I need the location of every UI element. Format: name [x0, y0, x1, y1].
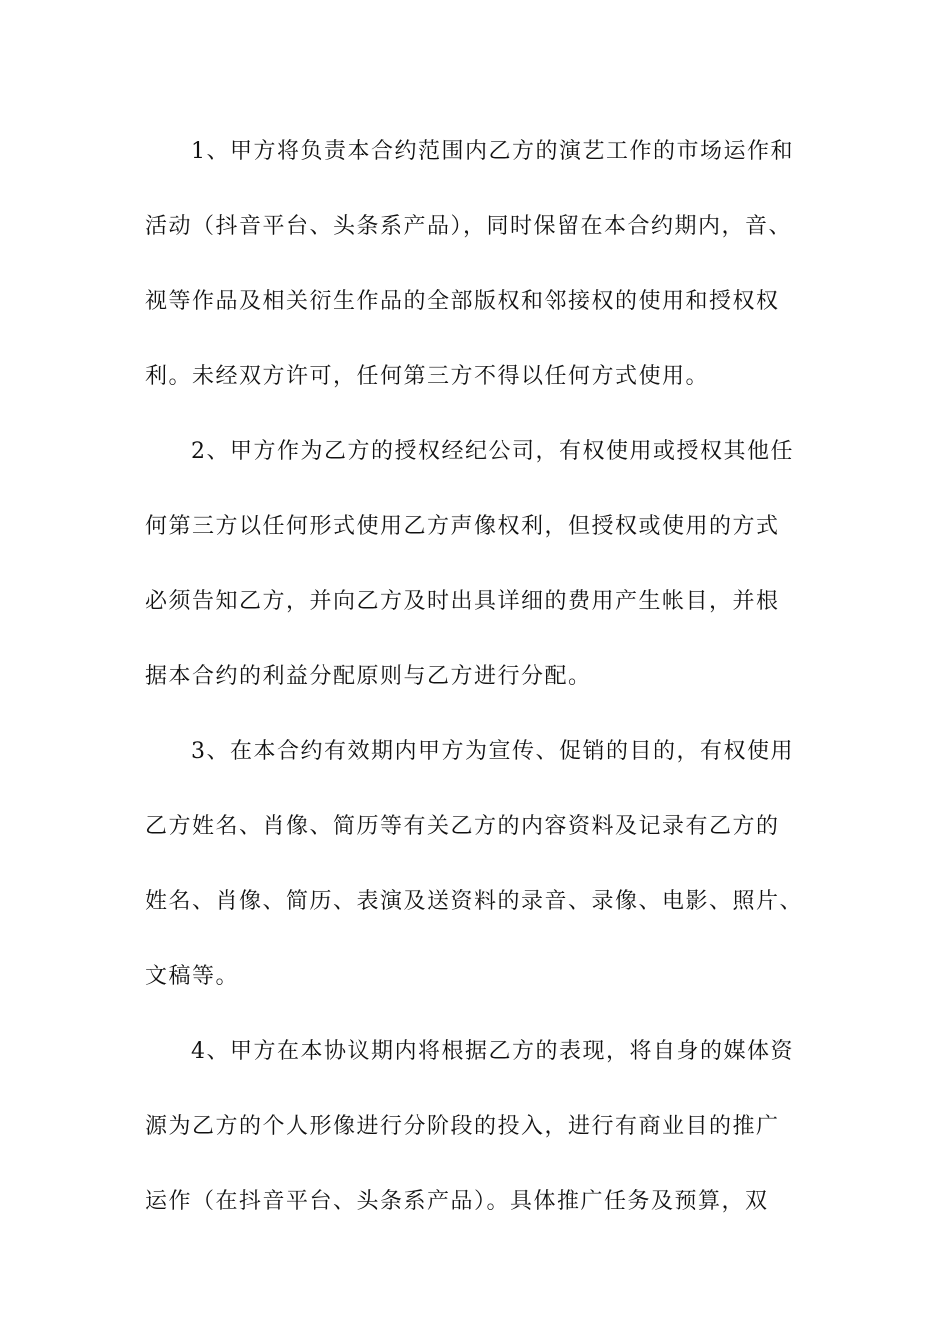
- paragraph-3: [145, 724, 807, 1024]
- paragraph-2: [145, 424, 807, 724]
- paragraph-line: 文稿等。: [145, 964, 240, 989]
- paragraph-line: 1、甲方将负责本合约范围内乙方的演艺工作的市场运作和: [191, 139, 794, 164]
- paragraph-line: 视等作品及相关衍生作品的全部版权和邻接权的使用和授权权: [145, 289, 780, 314]
- paragraph-line: 乙方姓名、肖像、简历等有关乙方的内容资料及记录有乙方的: [145, 814, 780, 839]
- paragraph-line: 源为乙方的个人形像进行分阶段的投入，进行有商业目的推广: [145, 1114, 780, 1139]
- paragraph-line: 姓名、肖像、简历、表演及送资料的录音、录像、电影、照片、: [145, 889, 804, 914]
- paragraph-1: [145, 124, 807, 424]
- paragraph-line: 2、甲方作为乙方的授权经纪公司，有权使用或授权其他任: [191, 439, 794, 464]
- paragraph-line: 必须告知乙方，并向乙方及时出具详细的费用产生帐目，并根: [145, 589, 780, 614]
- paragraph-4: [145, 1024, 807, 1249]
- paragraph-line: 4、甲方在本协议期内将根据乙方的表现，将自身的媒体资: [191, 1039, 794, 1064]
- paragraph-line: 何第三方以任何形式使用乙方声像权利，但授权或使用的方式: [145, 514, 780, 539]
- document-body: [145, 124, 807, 1249]
- paragraph-line: 3、在本合约有效期内甲方为宣传、促销的目的，有权使用: [191, 739, 794, 764]
- paragraph-line: 据本合约的利益分配原则与乙方进行分配。: [145, 664, 592, 689]
- paragraph-line: 运作（在抖音平台、头条系产品）。具体推广任务及预算，双: [145, 1189, 769, 1214]
- paragraph-line: 利。未经双方许可，任何第三方不得以任何方式使用。: [145, 364, 710, 389]
- paragraph-line: 活动（抖音平台、头条系产品），同时保留在本合约期内，音、: [145, 214, 793, 239]
